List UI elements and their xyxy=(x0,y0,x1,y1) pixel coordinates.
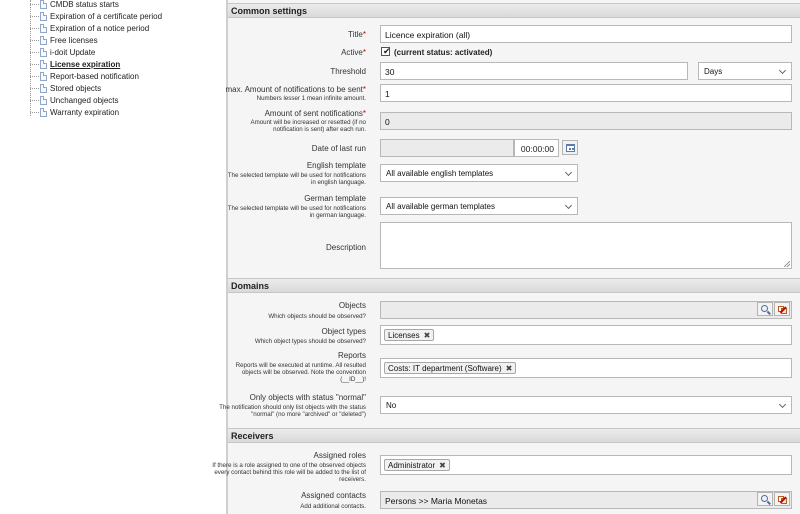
threshold-input[interactable]: 30 xyxy=(380,62,688,80)
section-header-receivers: Receivers xyxy=(228,428,800,443)
tree-item-label: i-doit Update xyxy=(50,47,96,57)
tree-item-free-licenses[interactable] xyxy=(30,34,98,46)
report-tag xyxy=(384,362,516,374)
status-normal-label: Only objects with status "normal" xyxy=(249,393,366,402)
document-icon xyxy=(40,84,47,93)
english-template-label: English template xyxy=(306,161,366,170)
active-status-text: (current status: activated) xyxy=(394,48,493,57)
tag-label: Licenses xyxy=(388,331,420,340)
chevron-down-icon xyxy=(779,67,786,74)
tree-item-stored-objects[interactable] xyxy=(30,82,101,94)
status-normal-value: No xyxy=(386,401,397,410)
tree-item-label: Unchanged objects xyxy=(50,95,119,105)
reports-label: Reports xyxy=(337,351,366,360)
active-checkbox[interactable] xyxy=(381,47,390,56)
detach-icon xyxy=(778,496,787,504)
german-template-row xyxy=(228,194,800,222)
threshold-unit-value: Days xyxy=(704,67,723,76)
last-run-date-input[interactable] xyxy=(380,139,514,157)
document-icon xyxy=(40,24,47,33)
objects-detach-button[interactable] xyxy=(774,302,790,316)
tree-item-cmdb-status-starts[interactable] xyxy=(30,0,119,10)
tree-item-label: CMDB status starts xyxy=(50,0,119,9)
document-icon xyxy=(40,108,47,117)
document-icon xyxy=(40,12,47,21)
tree-item-notice-period-expiration[interactable] xyxy=(30,22,149,34)
max-notifications-input[interactable]: 1 xyxy=(380,84,792,102)
description-row xyxy=(228,222,800,270)
last-run-time-input[interactable]: 00:00:00 xyxy=(514,139,559,157)
tree-item-label: Expiration of a notice period xyxy=(50,23,150,33)
status-normal-row xyxy=(219,392,800,426)
description-textarea[interactable] xyxy=(380,222,792,269)
assigned-contacts-hint: Add additional contacts. xyxy=(300,503,366,510)
max-notifications-hint: Numbers lesser 1 mean infinite amount. xyxy=(256,95,366,102)
description-label: Description xyxy=(325,243,366,252)
resize-grip-icon[interactable] xyxy=(784,261,790,267)
objects-input[interactable] xyxy=(380,301,792,319)
sent-notifications-hint: Amount will be increased or resetted (if no notification is sent) after each run. xyxy=(250,119,366,133)
tree-item-unchanged-objects[interactable] xyxy=(30,94,119,106)
assigned-contacts-input[interactable]: Persons >> Maria Monetas xyxy=(380,491,792,509)
assigned-contacts-label: Assigned contacts xyxy=(301,491,366,500)
document-icon xyxy=(40,0,47,9)
tree-item-warranty-expiration[interactable] xyxy=(30,106,119,118)
remove-tag-icon[interactable]: ✖ xyxy=(439,461,446,470)
sent-notifications-row xyxy=(228,109,800,135)
english-template-hint: The selected template will be used for notifications in english language. xyxy=(227,172,366,186)
tag-label: Costs: IT department (Software) xyxy=(388,364,502,373)
tree-item-report-based-notification[interactable] xyxy=(30,70,139,82)
threshold-row xyxy=(228,62,800,80)
chevron-down-icon xyxy=(565,202,572,209)
role-tag xyxy=(384,459,450,471)
title-label: Title* xyxy=(348,30,366,39)
tree-item-label: Warranty expiration xyxy=(50,107,120,117)
document-icon xyxy=(40,96,47,105)
last-run-label: Date of last run xyxy=(311,144,366,153)
assigned-roles-label: Assigned roles xyxy=(313,451,366,460)
active-label: Active* xyxy=(341,48,366,57)
title-input[interactable]: Licence expiration (all) xyxy=(380,25,792,43)
sent-notifications-label: Amount of sent notifications* xyxy=(264,109,366,118)
last-run-row xyxy=(228,139,800,157)
tree-item-label: Free licenses xyxy=(50,35,98,45)
title-row xyxy=(228,25,800,45)
objects-search-button[interactable] xyxy=(757,302,773,316)
notification-form xyxy=(212,0,800,514)
document-icon xyxy=(40,48,47,57)
max-notifications-row xyxy=(225,84,800,104)
english-template-row xyxy=(228,161,800,189)
document-icon xyxy=(40,72,47,81)
object-types-input[interactable] xyxy=(380,325,792,345)
magnifier-icon xyxy=(761,305,768,312)
document-icon xyxy=(40,60,47,69)
object-types-hint: Which object types should be observed? xyxy=(254,338,366,345)
german-template-select[interactable] xyxy=(380,197,578,215)
german-template-hint: The selected template will be used for notifications in german language. xyxy=(227,205,366,219)
objects-hint: Which objects should be observed? xyxy=(268,313,366,320)
assigned-roles-row xyxy=(212,449,800,485)
contacts-detach-button[interactable] xyxy=(774,492,790,506)
tree-item-idoit-update[interactable] xyxy=(30,46,95,58)
sent-notifications-value: 0 xyxy=(380,112,792,130)
object-type-tag xyxy=(384,329,434,341)
tree-item-label: Expiration of a certificate period xyxy=(50,11,163,21)
reports-hint: Reports will be executed at runtime. All resulted objects will be observed. Note the convention (__ID__)! xyxy=(235,362,366,383)
german-template-label: German template xyxy=(304,194,366,203)
detach-icon xyxy=(778,306,787,314)
checkmark-icon: ✔ xyxy=(383,46,391,56)
status-normal-hint: The notification should only list objects with the status "normal" (no more "archived" or "deleted") xyxy=(219,404,366,418)
status-normal-select[interactable] xyxy=(380,396,792,414)
english-template-select[interactable] xyxy=(380,164,578,182)
remove-tag-icon[interactable]: ✖ xyxy=(423,331,431,340)
calendar-button[interactable] xyxy=(562,140,578,155)
chevron-down-icon xyxy=(779,401,786,408)
tag-label: Administrator xyxy=(388,461,436,470)
remove-tag-icon[interactable]: ✖ xyxy=(505,364,513,373)
section-header-common-settings: Common settings xyxy=(228,3,800,18)
objects-row xyxy=(228,300,800,322)
objects-label: Objects xyxy=(338,301,366,310)
tree-item-license-expiration[interactable] xyxy=(30,58,120,70)
object-types-row xyxy=(228,325,800,347)
chevron-down-icon xyxy=(565,169,572,176)
tree-item-label: Report-based notification xyxy=(50,71,139,81)
tree-item-certificate-expiration[interactable] xyxy=(30,10,162,22)
calendar-icon xyxy=(566,144,575,152)
threshold-label: Threshold xyxy=(330,67,366,76)
document-icon xyxy=(40,36,47,45)
threshold-unit-select[interactable] xyxy=(698,62,792,80)
max-notifications-label: max. Amount of notifications to be sent* xyxy=(225,85,366,94)
magnifier-icon xyxy=(761,495,768,502)
contacts-search-button[interactable] xyxy=(757,492,773,506)
german-template-value: All available german templates xyxy=(386,202,495,211)
tree-item-label: License expiration xyxy=(50,59,121,69)
english-template-value: All available english templates xyxy=(386,169,494,178)
object-types-label: Object types xyxy=(321,327,366,336)
assigned-contacts-row xyxy=(228,490,800,512)
notification-tree xyxy=(0,0,226,514)
reports-row xyxy=(228,350,800,390)
tree-item-label: Stored objects xyxy=(50,83,102,93)
active-row xyxy=(228,46,800,60)
section-header-domains: Domains xyxy=(228,278,800,293)
assigned-roles-hint: If there is a role assigned to one of the observed objects every contact behind this role will be added to the list of receivers. xyxy=(212,462,366,483)
